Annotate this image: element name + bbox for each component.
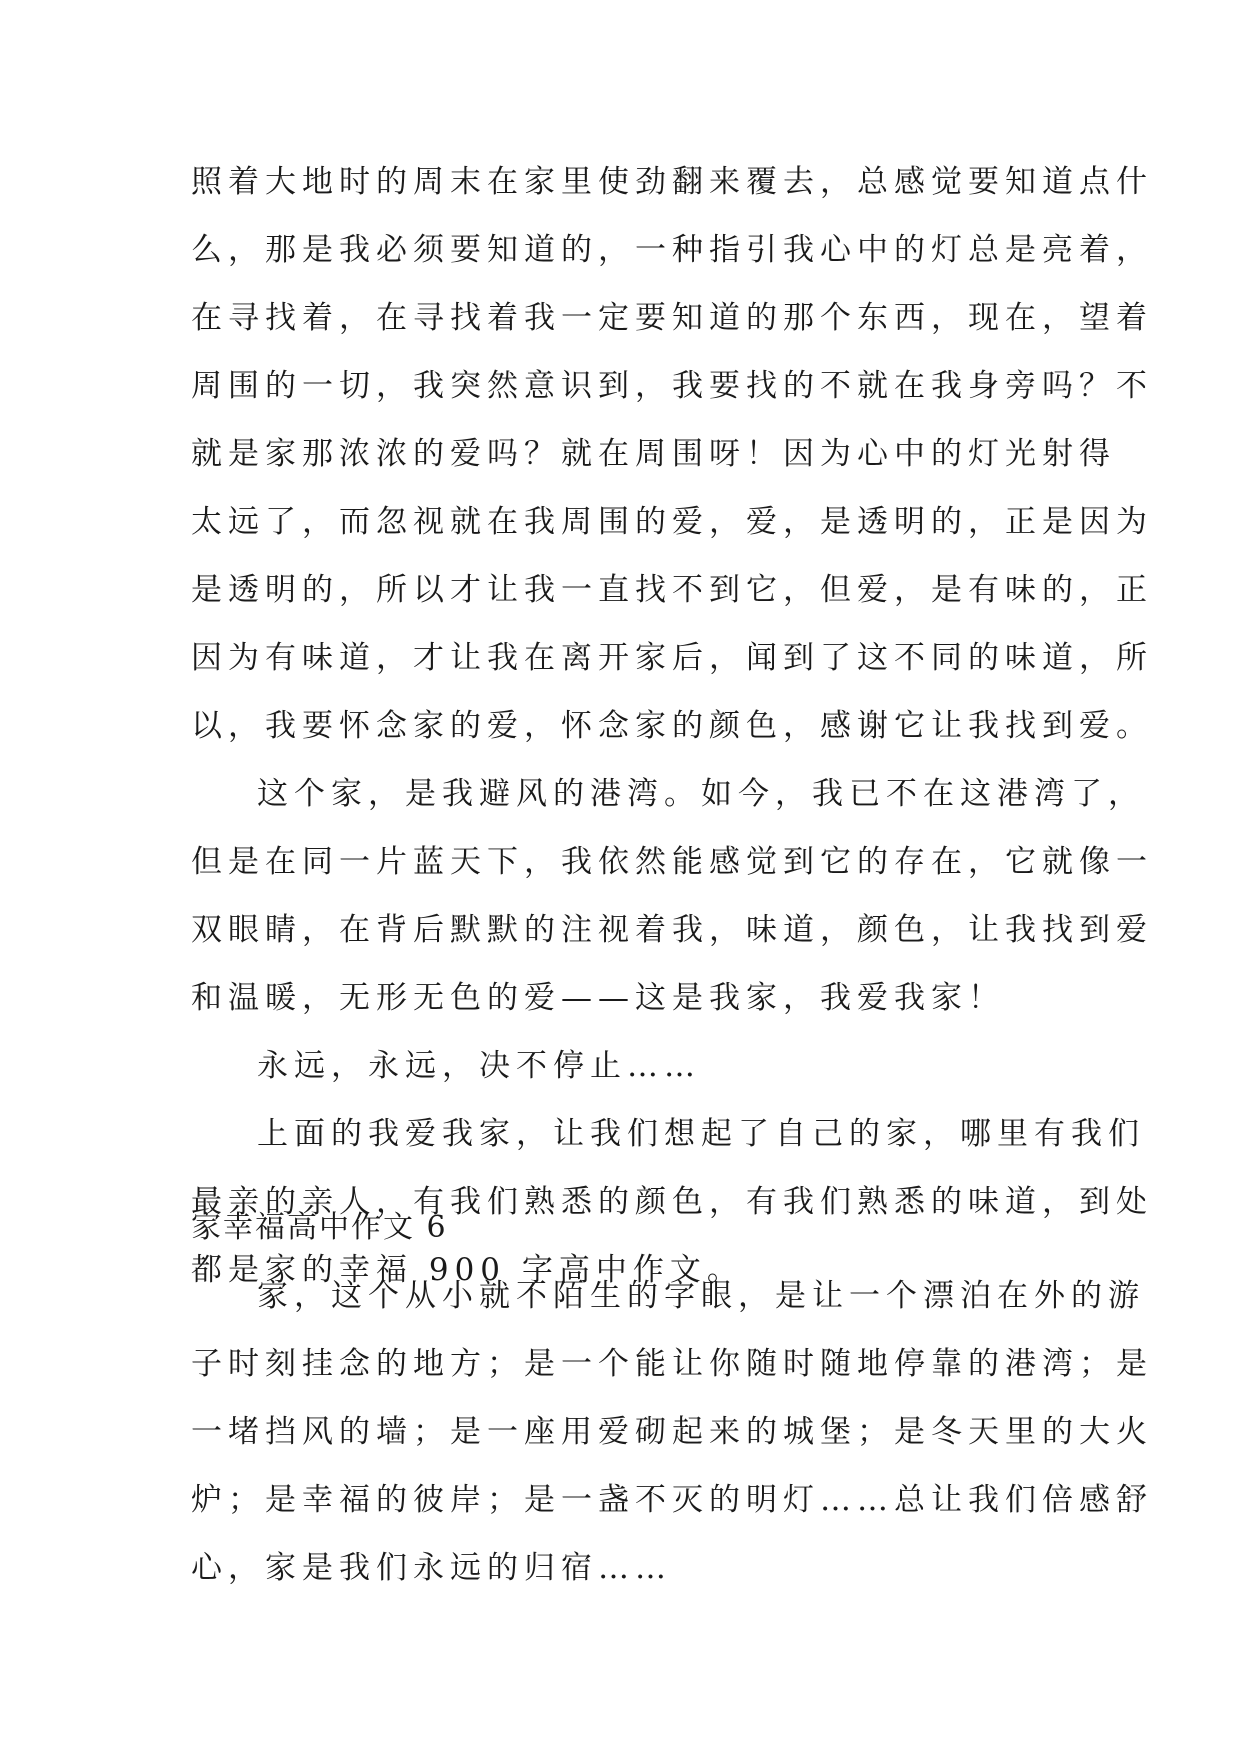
text-line: 都是家的幸福 900 字高中作文。 [191,1252,744,1288]
text-line: 炉；是幸福的彼岸；是一盏不灭的明灯……总让我们倍感舒 [191,1482,1153,1518]
text-line: 心，家是我们永远的归宿…… [191,1550,672,1586]
text-line: 子时刻挂念的地方；是一个能让你随时随地停靠的港湾；是 [191,1346,1153,1382]
text-line: 照着大地时的周末在家里使劲翻来覆去，总感觉要知道点什 [191,164,1153,200]
essay-section [191,1194,1153,1602]
text-line: 因为有味道，才让我在离开家后，闻到了这不同的味道，所 [191,640,1153,676]
text-line: 周围的一切，我突然意识到，我要找的不就在我身旁吗？不 [191,368,1153,404]
text-line: 最亲的亲人，有我们熟悉的颜色，有我们熟悉的味道，到处 [191,1184,1153,1220]
text-line: 双眼睛，在背后默默的注视着我，味道，颜色，让我找到爱 [191,912,1153,948]
section-heading: 家幸福高中作文 6 [191,1210,448,1245]
text-line: 太远了，而忽视就在我周围的爱，爱，是透明的，正是因为 [191,504,1153,540]
text-line: 家，这个从小就不陌生的字眼，是让一个漂泊在外的游 [257,1278,1145,1314]
text-line: 在寻找着，在寻找着我一定要知道的那个东西，现在，望着 [191,300,1153,336]
essay-body [191,148,1153,1304]
continuation-paragraph [191,148,1153,760]
text-line: 么，那是我必须要知道的，一种指引我心中的灯总是亮着， [191,232,1153,268]
text-line: 这个家，是我避风的港湾。如今，我已不在这港湾了， [257,776,1145,812]
text-line: 是透明的，所以才让我一直找不到它，但爱，是有味的，正 [191,572,1153,608]
forever-paragraph [191,1032,1071,1100]
text-line: 就是家那浓浓的爱吗？就在周围呀！因为心中的灯光射得 [191,436,1116,472]
text-line: 但是在同一片蓝天下，我依然能感觉到它的存在，它就像一 [191,844,1153,880]
section-paragraph [191,1262,1153,1602]
text-line: 以，我要怀念家的爱，怀念家的颜色，感谢它让我找到爱。 [191,708,1153,744]
harbor-paragraph [191,760,1153,1032]
text-line: 永远，永远，决不停止…… [257,1048,701,1084]
text-line: 和温暖，无形无色的爱——这是我家，我爱我家！ [191,980,1005,1016]
text-line: 一堵挡风的墙；是一座用爱砌起来的城堡；是冬天里的大火 [191,1414,1153,1450]
text-line: 上面的我爱我家，让我们想起了自己的家，哪里有我们 [257,1116,1145,1152]
